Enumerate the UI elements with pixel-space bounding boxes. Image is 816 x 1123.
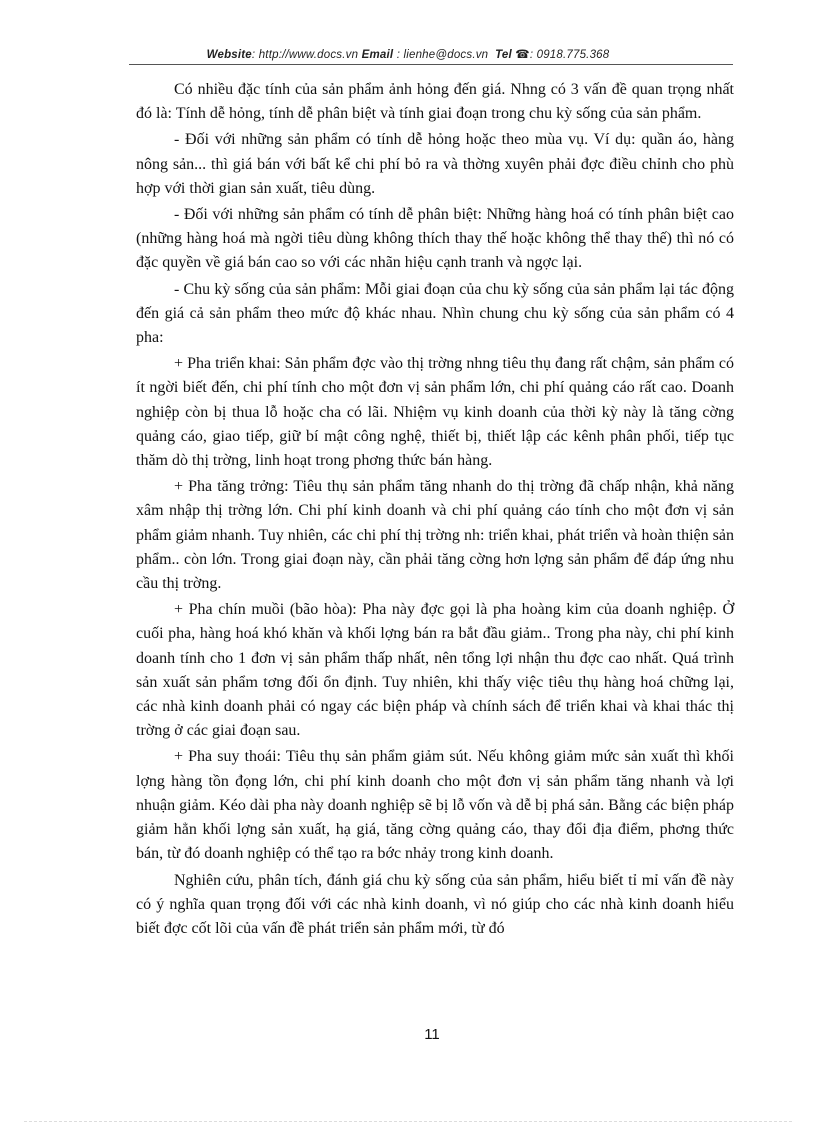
page-header	[0, 47, 816, 61]
paragraph: + Pha tăng trởng: Tiêu thụ sản phẩm tăng nhanh do thị trờng đã chấp nhận, khả năng xâm nhập thị trờng lớn. Chi phí kinh doanh và chi phí quảng cáo tính cho một đơn vị sản phẩm giảm nhanh. Tuy nhiên, các chi phí thị trờng nh: triển khai, phát triển và hoàn thiện sản phẩm.. còn lớn. Trong giai đoạn này, cần phải tăng cờng hơn lợng sản phẩm để đáp ứng nhu cầu thị trờng.	[136, 478, 734, 593]
paragraph: + Pha triển khai: Sản phẩm đợc vào thị trờng nhng tiêu thụ đang rất chậm, sản phẩm có ít ngời biết đến, chi phí tính cho một đơn vị sản phẩm lớn, chi phí quảng cáo rất cao. Doanh nghiệp còn bị thua lỗ hoặc cha có lãi. Nhiệm vụ kinh doanh của thời kỳ này là tăng cờng quảng cáo, giao tiếp, giữ bí mật công nghệ, thiết bị, thiết lập các kênh phân phối, tiếp tục thăm dò thị trờng, linh hoạt trong phơng thức bán hàng.	[136, 355, 734, 470]
tel-value: : 0918.775.368	[529, 49, 610, 61]
paragraph: - Đối với những sản phẩm có tính dễ phân biệt: Những hàng hoá có tính phân biệt cao (những hàng hoá mà ngời tiêu dùng không thích thay thế hoặc không thể thay thế) thì nó có đặc quyền về giá bán cao so với các nhãn hiệu cạnh tranh và ngợc lại.	[136, 206, 734, 272]
document-body	[136, 78, 734, 943]
phone-icon: ☎	[515, 49, 530, 61]
website-label: Website	[206, 49, 252, 61]
paragraph: - Chu kỳ sống của sản phẩm: Mỗi giai đoạn của chu kỳ sống của sản phẩm lại tác động đến giá cả sản phẩm theo mức độ khác nhau. Nhìn chung chu kỳ sống của sản phẩm có 4 pha:	[136, 280, 734, 347]
paragraph: Nghiên cứu, phân tích, đánh giá chu kỳ sống của sản phẩm, hiểu biết tỉ mỉ vấn đề này có ý nghĩa quan trọng đối với các nhà kinh doanh, vì nó giúp cho các nhà kinh doanh hiểu biết đợc cốt lõi của vấn đề phát triển sản phẩm mới, từ đó	[136, 871, 734, 937]
header-divider	[129, 64, 733, 65]
website-value: : http://www.docs.vn	[251, 49, 359, 61]
paragraph: + Pha suy thoái: Tiêu thụ sản phẩm giảm sút. Nếu không giảm mức sản xuất thì khối lợng hàng tồn đọng lớn, chi phí kinh doanh cho một đơn vị sản phẩm tăng nhanh và lợi nhuận giảm. Kéo dài pha này doanh nghiệp sẽ bị lỗ vốn và dễ bị phá sản. Bằng các biện pháp giảm hẳn khối lợng sản xuất, hạ giá, tăng cờng quảng cáo, thay đổi địa điểm, phơng thức bán, từ đó doanh nghiệp có thể tạo ra bớc nhảy trong kinh doanh.	[136, 748, 734, 863]
paragraph: Có nhiều đặc tính của sản phẩm ảnh hỏng đến giá. Nhng có 3 vấn đề quan trọng nhất đó là: Tính dễ hỏng, tính dễ phân biệt và tính giai đoạn trong chu kỳ sống của sản phẩm.	[136, 81, 734, 123]
paragraph: - Đối với những sản phẩm có tính dễ hỏng hoặc theo mùa vụ. Ví dụ: quần áo, hàng nông sản... thì giá bán với bất kể chi phí bỏ ra và thờng xuyên phải đợc điều chỉnh cho phù hợp với thời gian sản xuất, tiêu dùng.	[136, 131, 734, 197]
paragraph: + Pha chín muồi (bão hòa): Pha này đợc gọi là pha hoàng kim của doanh nghiệp. Ở cuối pha, hàng hoá khó khăn và khối lợng bán ra bắt đầu giảm.. Trong pha này, chi phí kinh doanh tính cho 1 đơn vị sản phẩm thấp nhất, nên tổng lợi nhận thu đợc cao nhất. Quá trình sản xuất sản phẩm tơng đối ổn định. Tuy nhiên, khi thấy việc tiêu thụ hàng hoá chững lại, các nhà kinh doanh phải có ngay các biện pháp và chính sách để triển khai và khai thác thị trờng ở các giai đoạn sau.	[136, 601, 734, 740]
page-number: 11	[424, 1026, 440, 1043]
email-value: : lienhe@docs.vn	[396, 49, 489, 61]
page-bottom-border	[24, 1121, 792, 1122]
email-label: Email	[361, 49, 394, 61]
tel-label: Tel	[495, 49, 512, 61]
